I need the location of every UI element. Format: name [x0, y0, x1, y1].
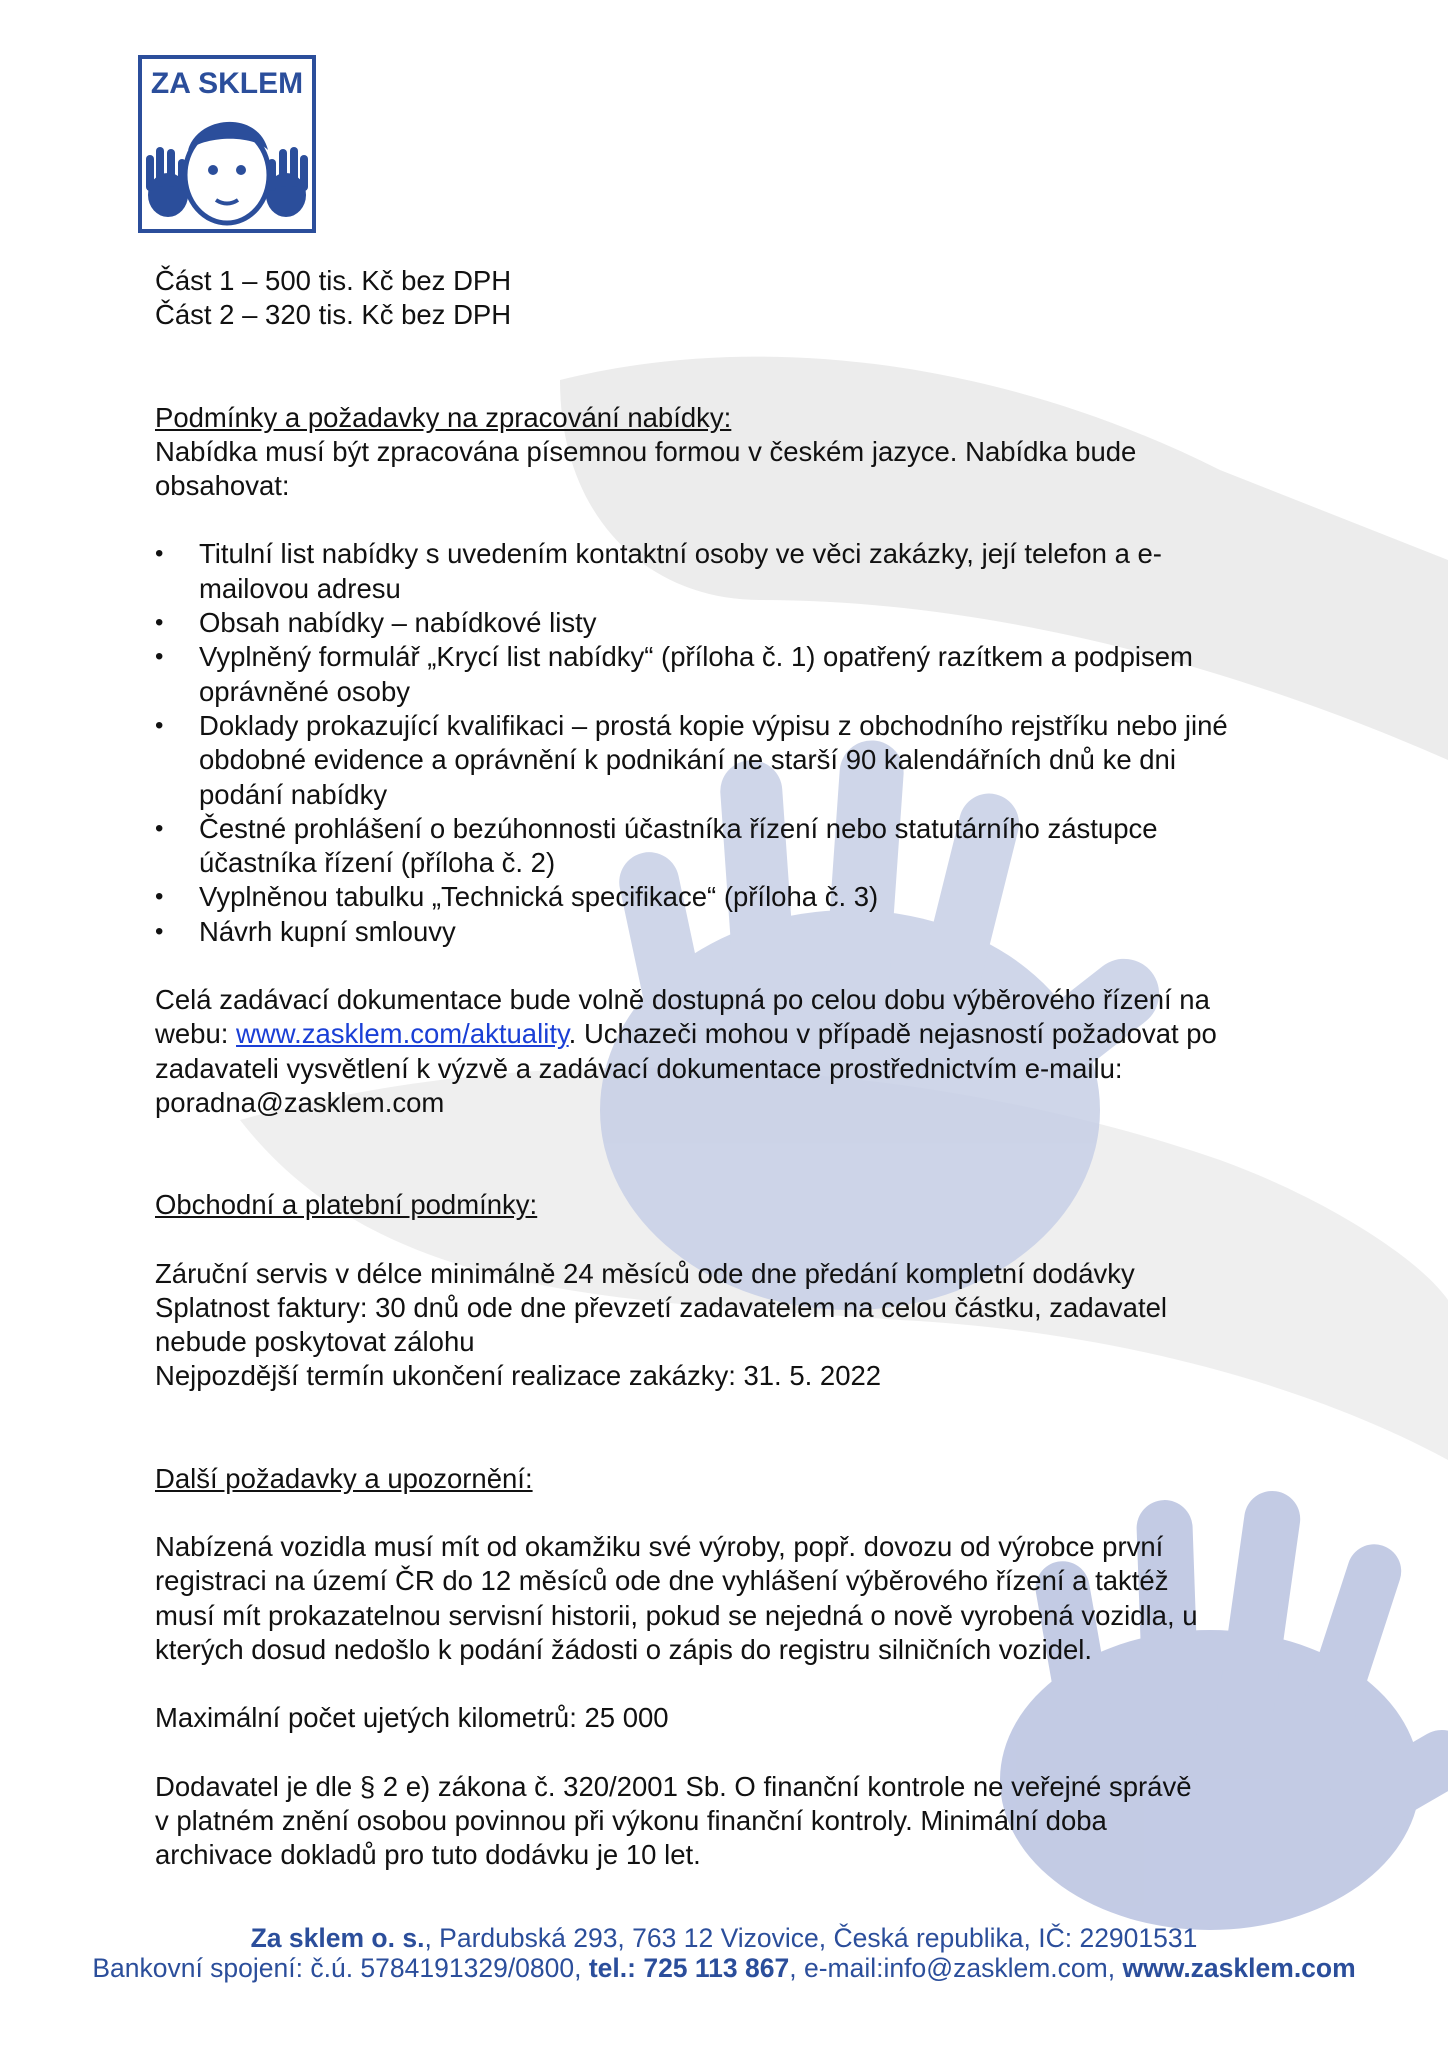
intro-line: Nabídka musí být zpracována písemnou formou v českém jazyce. Nabídka bude — [155, 435, 1137, 467]
list-item: • Návrh kupní smlouvy — [155, 915, 1305, 949]
list-item: • Vyplněný formulář „Krycí list nabídky“ (příloha č. 1) opatřený razítkem a podpisem oprávněné osoby — [155, 640, 1305, 709]
footer-web-link[interactable]: www.zasklem.com — [1122, 1953, 1356, 1983]
section-heading-offer: Podmínky a požadavky na zpracování nabídky: — [155, 401, 732, 433]
footer-contacts: Bankovní spojení: č.ú. 5784191329/0800, tel.: 725 113 867, e-mail:info@zasklem.com, www.zasklem.com — [92, 1953, 1356, 1983]
requirements-line: musí mít prokazatelnou servisní historii, pokud se nejedná o nově vyrobená vozidla, u — [155, 1599, 1198, 1631]
svg-text:ZA SKLEM: ZA SKLEM — [150, 67, 304, 100]
terms-line: Záruční servis v délce minimálně 24 měsíců ode dne předání kompletní dodávky — [155, 1257, 1135, 1289]
documentation-text: Celá zadávací dokumentace bude volně dostupná po celou dobu výběrového řízení na — [155, 984, 1210, 1016]
requirements-line: Nabízená vozidla musí mít od okamžiku své výroby, popř. dovozu od výrobce první — [155, 1531, 1164, 1563]
legal-line: archivace dokladů pro tuto dodávku je 10 let. — [155, 1839, 701, 1871]
max-mileage: Maximální počet ujetých kilometrů: 25 000 — [155, 1702, 669, 1734]
list-item: • Titulní list nabídky s uvedením kontaktní osoby ve věci zakázky, její telefon a e- mailovou adresu — [155, 537, 1305, 606]
aktuality-link[interactable]: www.zasklem.com/aktuality — [236, 1018, 569, 1050]
list-item: • Čestné prohlášení o bezúhonnosti účastníka řízení nebo statutárního zástupce účastníka řízení (příloha č. 2) — [155, 812, 1305, 881]
section-heading-terms: Obchodní a platební podmínky: — [155, 1189, 538, 1221]
requirements-line: kterých dosud nedošlo k podání žádosti o zápis do registru silničních vozidel. — [155, 1633, 1093, 1665]
offer-contents-list — [155, 537, 1305, 949]
za-sklem-logo — [138, 55, 316, 233]
price-line: Část 1 – 500 tis. Kč bez DPH — [155, 265, 512, 296]
intro-line: obsahovat: — [155, 470, 290, 502]
footer-address: Za sklem o. s., Pardubská 293, 763 12 Vizovice, Česká republika, IČ: 22901531 — [250, 1923, 1198, 1953]
legal-line: Dodavatel je dle § 2 e) zákona č. 320/2001 Sb. O finanční kontrole ne veřejné správě — [155, 1770, 1192, 1802]
document-body — [155, 264, 1305, 1872]
legal-line: v platném znění osobou povinnou při výkonu finanční kontroly. Minimální doba — [155, 1804, 1107, 1836]
terms-line: nebude poskytovat zálohu — [155, 1326, 475, 1358]
contact-email: poradna@zasklem.com — [155, 1086, 445, 1118]
terms-line: Nejpozdější termín ukončení realizace zakázky: 31. 5. 2022 — [155, 1360, 882, 1392]
list-item: • Vyplněnou tabulku „Technická specifikace“ (příloha č. 3) — [155, 880, 1305, 914]
list-item: • Doklady prokazující kvalifikaci – prostá kopie výpisu z obchodního rejstříku nebo jiné obdobné evidence a oprávnění k podnikání ne starší 90 kalendářních dnů ke dni podání nabídky — [155, 709, 1305, 812]
documentation-text: zadavateli vysvětlení k výzvě a zadávací dokumentace prostřednictvím e-mailu: — [155, 1052, 1123, 1084]
section-heading-requirements: Další požadavky a upozornění: — [155, 1462, 533, 1494]
price-line: Část 2 – 320 tis. Kč bez DPH — [155, 299, 512, 331]
list-item: • Obsah nabídky – nabídkové listy — [155, 606, 1305, 640]
documentation-text: webu: www.zasklem.com/aktuality. Uchazeči mohou v případě nejasností požadovat po — [155, 1018, 1217, 1050]
terms-line: Splatnost faktury: 30 dnů ode dne převzetí zadavatelem na celou částku, zadavatel — [155, 1291, 1168, 1323]
requirements-line: registraci na území ČR do 12 měsíců ode dne vyhlášení výběrového řízení a taktéž — [155, 1565, 1169, 1597]
